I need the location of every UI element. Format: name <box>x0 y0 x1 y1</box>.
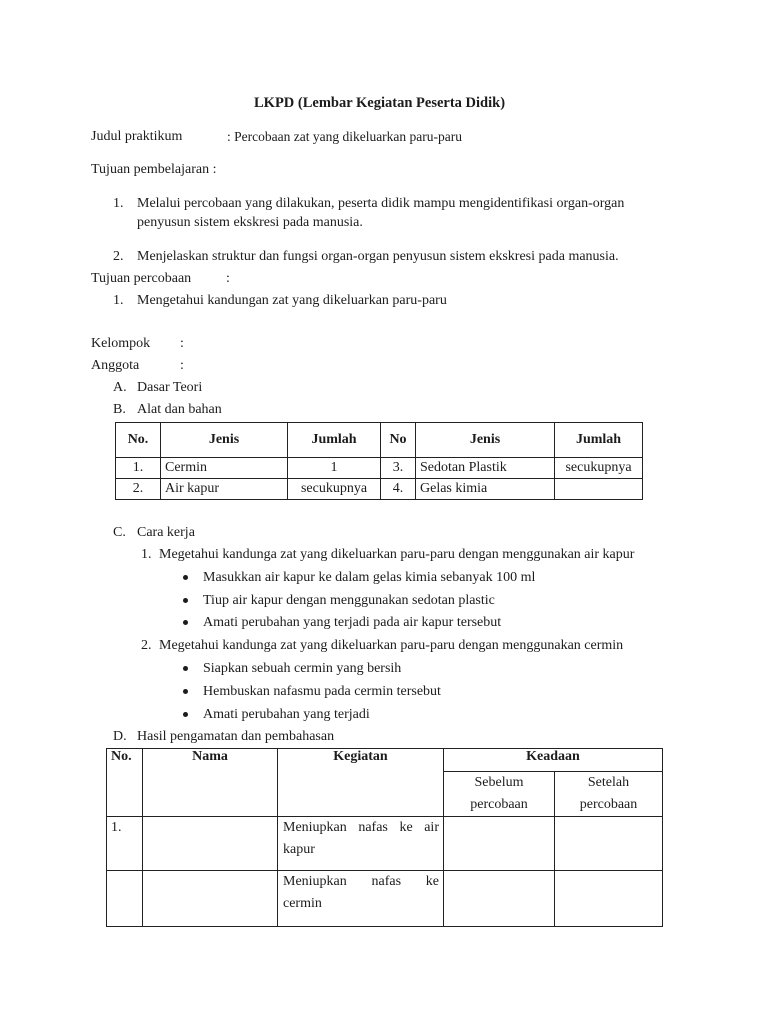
table-cell <box>143 871 278 927</box>
page-title: LKPD (Lembar Kegiatan Peserta Didik) <box>254 95 506 111</box>
column-header: Jumlah <box>555 423 643 458</box>
column-header: Nama <box>143 749 278 817</box>
column-header: No. <box>116 423 161 458</box>
kegiatan-line: kapur <box>283 842 315 857</box>
table-cell <box>278 871 444 927</box>
table-cell: Cermin <box>161 458 288 479</box>
table-row <box>116 479 643 500</box>
table-cell <box>107 871 143 927</box>
subheader-line: percobaan <box>470 797 528 812</box>
table-cell <box>444 871 555 927</box>
list-item: Siapkan sebuah cermin yang bersih <box>203 661 402 676</box>
kegiatan-line: Meniupkan nafas ke <box>283 874 439 889</box>
tujuan-item-number: 2. <box>113 249 124 264</box>
bullet-icon <box>183 712 188 717</box>
section-b-letter: B. <box>113 402 126 417</box>
bullet-icon <box>183 666 188 671</box>
section-c-letter: C. <box>113 525 126 540</box>
percobaan-item-number: 1. <box>113 293 124 308</box>
table-cell: 3. <box>381 458 416 479</box>
table-cell <box>555 871 663 927</box>
table-cell: Gelas kimia <box>416 479 555 500</box>
table-row <box>116 458 643 479</box>
bullet-icon <box>183 620 188 625</box>
bullet-icon <box>183 575 188 580</box>
tujuan-item-number: 1. <box>113 196 124 211</box>
tujuan-item-text: Menjelaskan struktur dan fungsi organ-organ penyusun sistem ekskresi pada manusia. <box>137 249 619 264</box>
tujuan-pembelajaran-label: Tujuan pembelajaran : <box>91 162 217 177</box>
anggota-colon: : <box>180 358 184 373</box>
table-cell: 1. <box>116 458 161 479</box>
kegiatan-line: cermin <box>283 896 322 911</box>
column-header: Jenis <box>416 423 555 458</box>
column-header: Kegiatan <box>278 749 444 817</box>
table-cell: 1 <box>288 458 381 479</box>
column-subheader <box>555 772 663 817</box>
kelompok-colon: : <box>180 336 184 351</box>
tujuan-item-text-cont: penyusun sistem ekskresi pada manusia. <box>137 215 363 230</box>
section-a-title: Dasar Teori <box>137 380 203 395</box>
cara-kerja-number: 1. <box>141 547 152 562</box>
section-a-letter: A. <box>113 380 127 395</box>
column-header: Jenis <box>161 423 288 458</box>
percobaan-item-text: Mengetahui kandungan zat yang dikeluarkan paru-paru <box>137 293 447 308</box>
table-cell <box>555 817 663 871</box>
judul-value: : Percobaan zat yang dikeluarkan paru-paru <box>227 129 463 144</box>
section-d-title: Hasil pengamatan dan pembahasan <box>137 729 335 744</box>
list-item: Amati perubahan yang terjadi <box>203 707 370 722</box>
table-cell: secukupnya <box>555 458 643 479</box>
tujuan-percobaan-label: Tujuan percobaan <box>91 271 192 286</box>
table-cell <box>278 817 444 871</box>
table-header-row <box>107 749 663 772</box>
judul-label: Judul praktikum <box>91 129 183 144</box>
cara-kerja-step: Megetahui kandunga zat yang dikeluarkan paru-paru dengan menggunakan cermin <box>159 638 624 653</box>
table-cell: Air kapur <box>161 479 288 500</box>
cara-kerja-number: 2. <box>141 638 152 653</box>
column-header: Keadaan <box>444 749 663 772</box>
table-cell: Sedotan Plastik <box>416 458 555 479</box>
column-header: No. <box>107 749 143 817</box>
list-item: Amati perubahan yang terjadi pada air kapur tersebut <box>203 615 502 630</box>
table-cell: 2. <box>116 479 161 500</box>
alat-bahan-table <box>115 422 643 500</box>
section-d-letter: D. <box>113 729 127 744</box>
table-cell <box>555 479 643 500</box>
subheader-line: Sebelum <box>474 775 524 790</box>
table-cell <box>444 817 555 871</box>
subheader-line: percobaan <box>579 797 638 812</box>
cara-kerja-step: Megetahui kandunga zat yang dikeluarkan paru-paru dengan menggunakan air kapur <box>159 547 635 562</box>
table-cell <box>143 817 278 871</box>
section-b-title: Alat dan bahan <box>137 402 222 417</box>
subheader-line: Setelah <box>587 775 630 790</box>
bullet-icon <box>183 689 188 694</box>
tujuan-item-text: Melalui percobaan yang dilakukan, peserta didik mampu mengidentifikasi organ-organ <box>137 196 625 211</box>
list-item: Hembuskan nafasmu pada cermin tersebut <box>203 684 441 699</box>
kelompok-label: Kelompok <box>91 336 151 351</box>
list-item: Tiup air kapur dengan menggunakan sedotan plastic <box>203 593 495 608</box>
table-cell: 1. <box>107 817 143 871</box>
list-item: Masukkan air kapur ke dalam gelas kimia sebanyak 100 ml <box>203 570 536 585</box>
tujuan-percobaan-colon: : <box>226 271 230 286</box>
table-cell: 4. <box>381 479 416 500</box>
bullet-icon <box>183 598 188 603</box>
section-c-title: Cara kerja <box>137 525 195 540</box>
kegiatan-line: Meniupkan nafas ke air <box>283 820 439 835</box>
hasil-pengamatan-table <box>106 748 663 927</box>
table-row <box>107 817 663 871</box>
column-subheader <box>444 772 555 817</box>
table-row <box>107 871 663 927</box>
table-cell: secukupnya <box>288 479 381 500</box>
column-header: Jumlah <box>288 423 381 458</box>
column-header: No <box>381 423 416 458</box>
anggota-label: Anggota <box>91 358 140 373</box>
table-header-row <box>116 423 643 458</box>
